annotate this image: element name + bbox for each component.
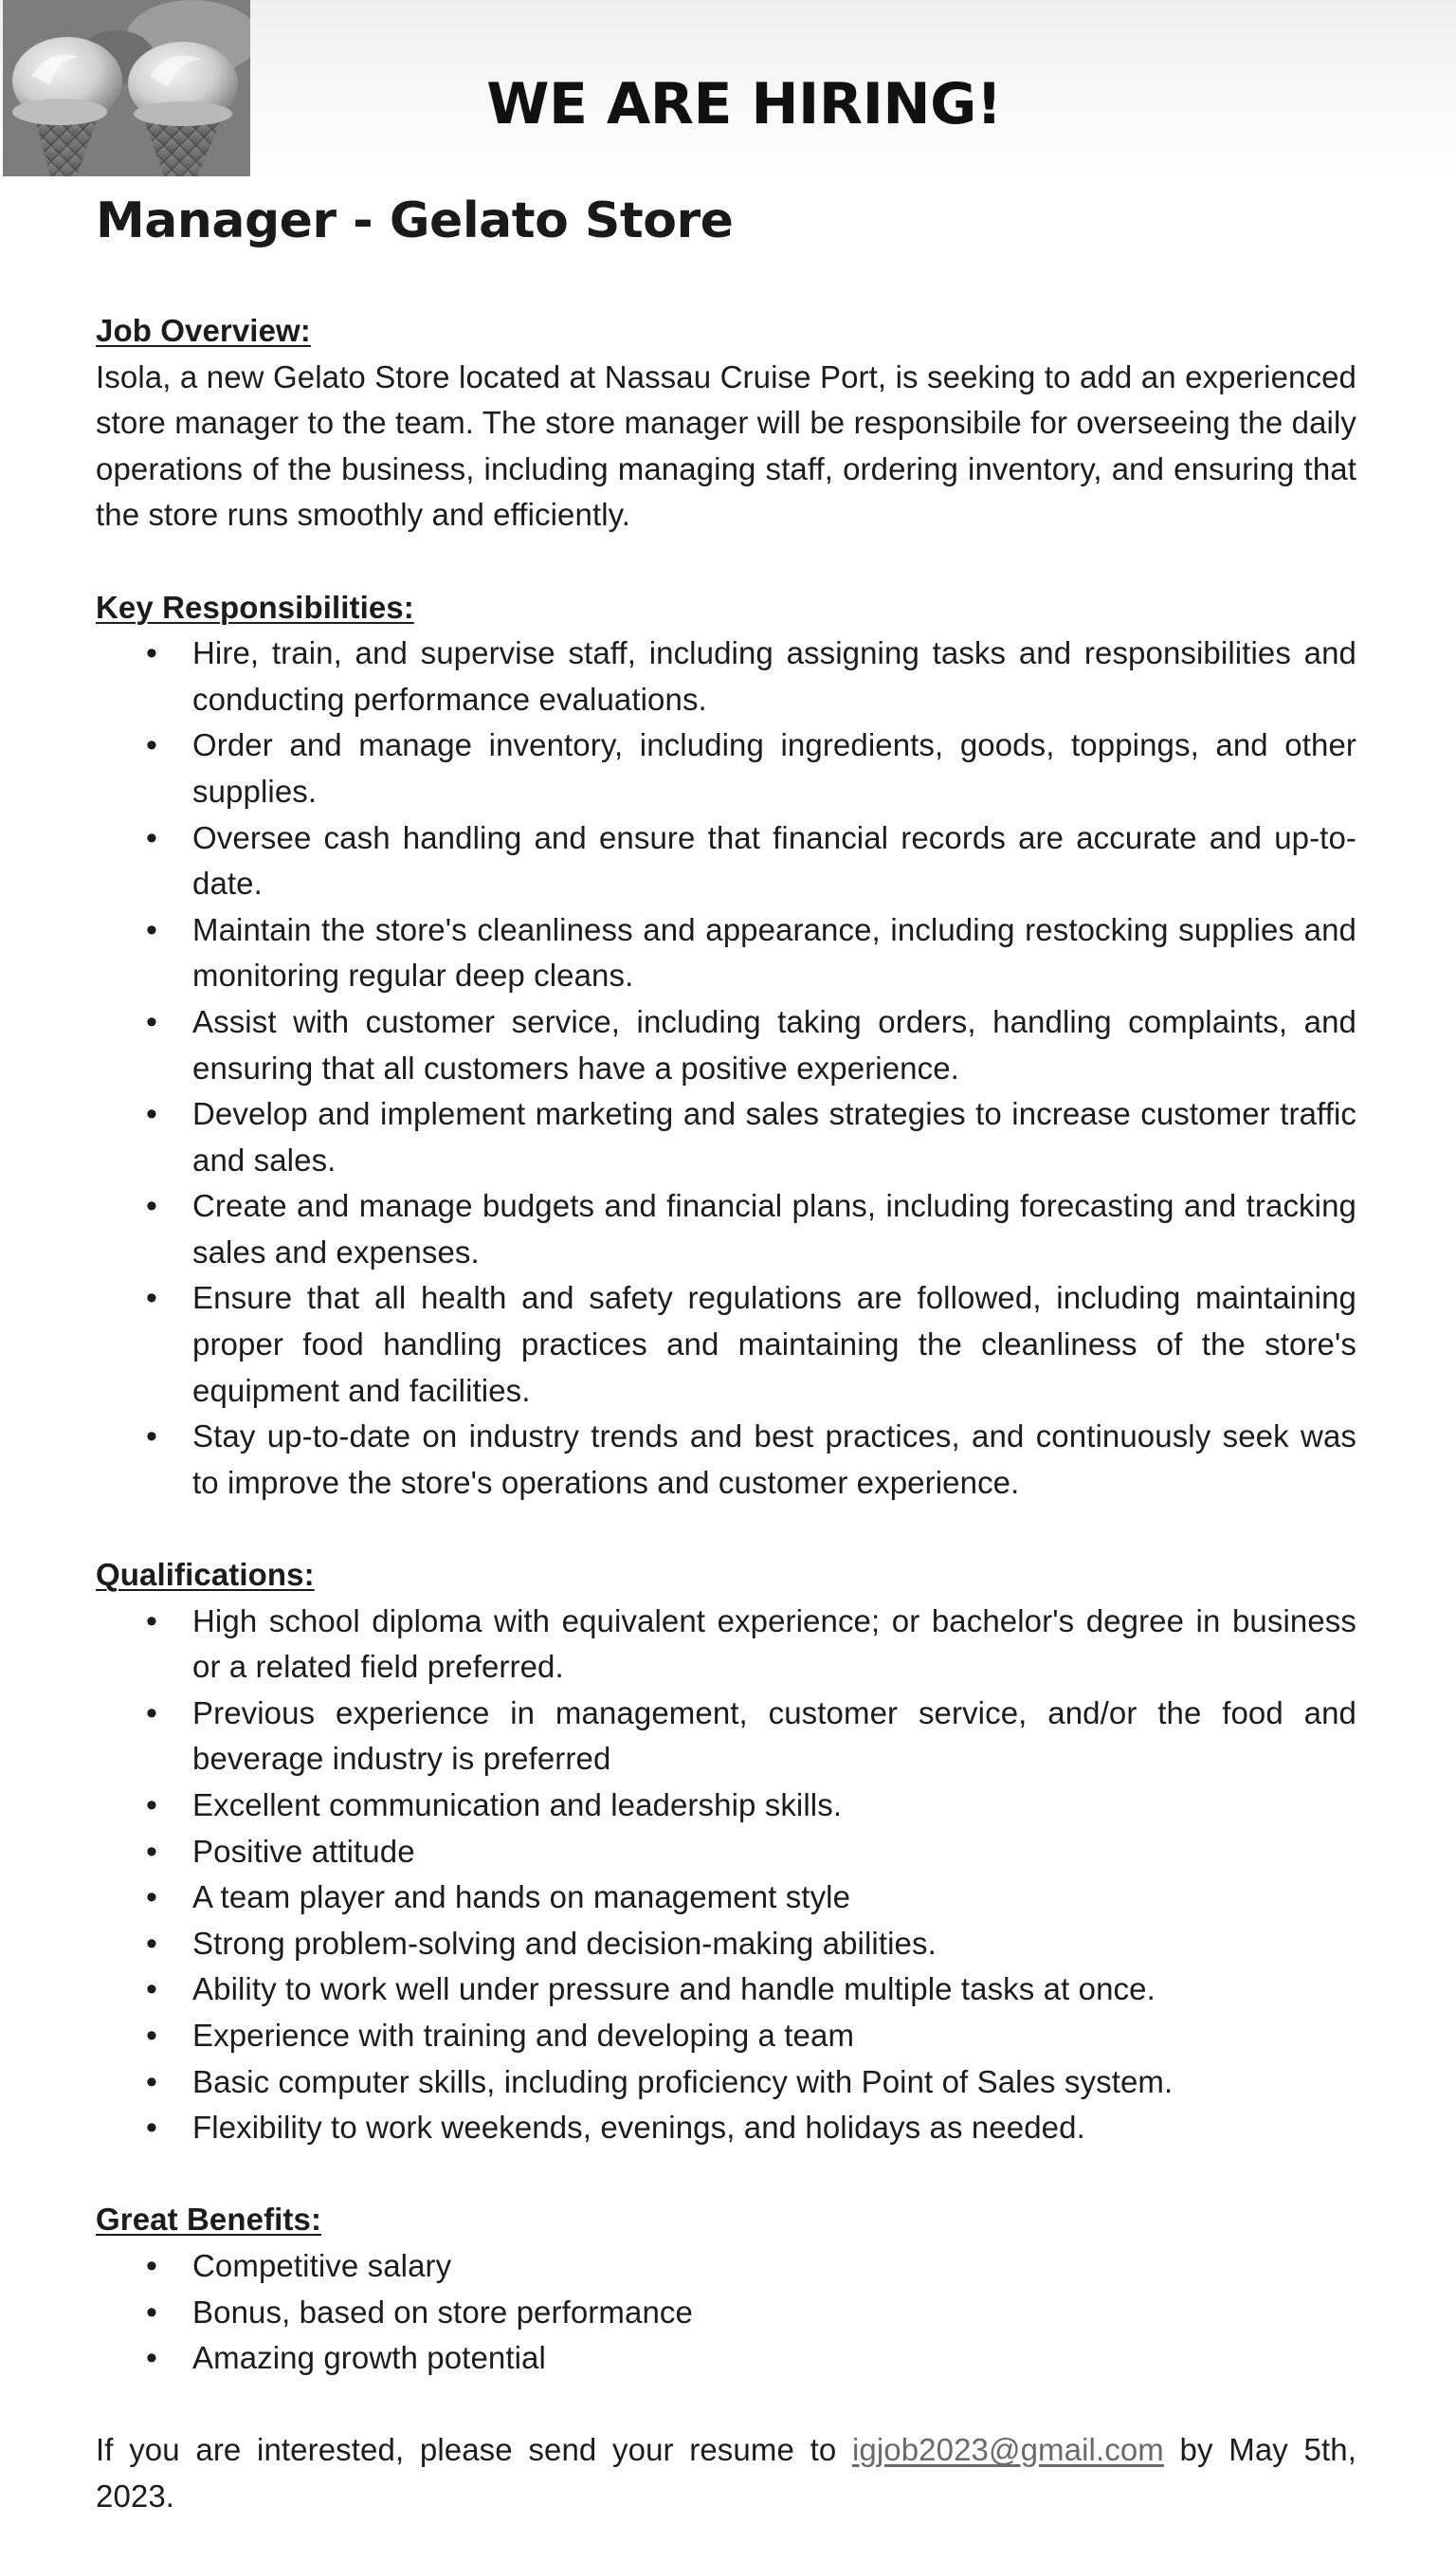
qualification-text: Basic computer skills, including proficiency with Point of Sales system. (192, 2063, 1174, 2099)
job-title: Manager - Gelato Store (96, 192, 734, 249)
overview-heading: Job Overview: (96, 313, 311, 348)
qualifications-list (96, 1599, 1356, 2151)
bullet-icon: • (146, 2063, 158, 2100)
contact-text-after: by May 5th, 2023. (96, 2432, 1356, 2514)
list-item (96, 722, 1356, 814)
list-item (96, 2290, 1356, 2336)
bullet-icon: • (146, 2017, 158, 2054)
qualification-text: Positive attitude (192, 1833, 415, 1869)
bullet-icon: • (146, 2110, 158, 2147)
bullet-icon: • (146, 1971, 158, 2008)
list-item (96, 1275, 1356, 1414)
responsibilities-list (96, 631, 1356, 1506)
qualification-text: Excellent communication and leadership skills. (192, 1787, 843, 1822)
list-item (96, 907, 1356, 999)
bullet-icon: • (146, 1833, 158, 1870)
responsibility-text: Develop and implement marketing and sales strategies to increase customer traffic and sales. (192, 1096, 1356, 1178)
list-item (96, 1874, 1356, 1921)
list-item (96, 1783, 1356, 1829)
bullet-icon: • (146, 819, 158, 856)
responsibility-text: Create and manage budgets and financial plans, including forecasting and tracking sales and expenses. (192, 1188, 1356, 1270)
bullet-icon: • (146, 1003, 158, 1040)
responsibilities-heading: Key Responsibilities: (96, 589, 414, 625)
list-item (96, 1966, 1356, 2013)
responsibility-text: Oversee cash handling and ensure that financial records are accurate and up-to-date. (192, 819, 1356, 902)
hiring-headline: WE ARE HIRING! (486, 71, 1002, 137)
email-link[interactable]: igjob2023@gmail.com (851, 2432, 1164, 2468)
benefits-heading: Great Benefits: (96, 2202, 322, 2238)
list-item (96, 2243, 1356, 2290)
contact-paragraph (96, 2427, 1356, 2519)
qualification-text: Experience with training and developing a team (192, 2017, 855, 2053)
list-item (96, 2105, 1356, 2151)
bullet-icon: • (146, 2294, 158, 2331)
bullet-icon: • (146, 1280, 158, 1317)
bullet-icon: • (146, 1602, 158, 1639)
responsibility-text: Stay up-to-date on industry trends and best practices, and continuously seek was to improve the store's operations and customer experience. (192, 1418, 1356, 1500)
list-item (96, 1921, 1356, 1967)
bullet-icon: • (146, 727, 158, 764)
qualification-text: Strong problem-solving and decision-making abilities. (192, 1925, 937, 1961)
list-item (96, 1183, 1356, 1275)
responsibility-text: Hire, train, and supervise staff, including assigning tasks and responsibilities and conducting performance evaluations. (192, 635, 1356, 717)
qualification-text: High school diploma with equivalent experience; or bachelor's degree in business or a related field preferred. (192, 1602, 1356, 1685)
list-item (96, 2059, 1356, 2106)
bullet-icon: • (146, 1694, 158, 1731)
list-item (96, 1599, 1356, 1691)
bullet-icon: • (146, 1879, 158, 1916)
list-item (96, 1691, 1356, 1783)
bullet-icon: • (146, 1096, 158, 1133)
bullet-icon: • (146, 1787, 158, 1823)
list-item (96, 2335, 1356, 2382)
bullet-icon: • (146, 1418, 158, 1455)
list-item (96, 999, 1356, 1091)
overview-text: Isola, a new Gelato Store located at Nassau Cruise Port, is seeking to add an experienced store manager to the team. The store manager will be responsibile for overseeing the daily operations of the business, including managing staff, ordering inventory, and ensuring that the store runs smoothly and efficiently. (96, 358, 1356, 533)
qualification-text: Previous experience in management, customer service, and/or the food and beverage industry is preferred (192, 1694, 1356, 1777)
contact-text-before: If you are interested, please send your resume to (96, 2432, 852, 2468)
bullet-icon: • (146, 2247, 158, 2284)
benefit-text: Amazing growth potential (192, 2340, 546, 2376)
bullet-icon: • (146, 911, 158, 948)
list-item (96, 1091, 1356, 1183)
list-item (96, 1829, 1356, 1875)
bullet-icon: • (146, 1188, 158, 1225)
list-item (96, 815, 1356, 907)
responsibility-text: Order and manage inventory, including ingredients, goods, toppings, and other supplies. (192, 727, 1356, 809)
responsibility-text: Assist with customer service, including taking orders, handling complaints, and ensuring that all customers have a positive experience. (192, 1003, 1356, 1086)
list-item (96, 631, 1356, 722)
qualification-text: A team player and hands on management style (192, 1879, 851, 1915)
benefits-list (96, 2243, 1356, 2382)
benefit-text: Bonus, based on store performance (192, 2294, 693, 2330)
list-item (96, 2013, 1356, 2059)
responsibility-text: Ensure that all health and safety regulations are followed, including maintaining proper food handling practices and maintaining the cleanliness of the store's equipment and facilities. (192, 1280, 1356, 1408)
list-item (96, 1414, 1356, 1506)
benefit-text: Competitive salary (192, 2247, 452, 2283)
job-description (96, 308, 1356, 2520)
responsibility-text: Maintain the store's cleanliness and appearance, including restocking supplies and monitoring regular deep cleans. (192, 911, 1356, 994)
bullet-icon: • (146, 635, 158, 672)
bullet-icon: • (146, 1925, 158, 1962)
bullet-icon: • (146, 2340, 158, 2377)
qualification-text: Ability to work well under pressure and handle multiple tasks at once. (192, 1971, 1156, 2007)
qualification-text: Flexibility to work weekends, evenings, and holidays as needed. (192, 2110, 1085, 2146)
qualifications-heading: Qualifications: (96, 1557, 315, 1593)
